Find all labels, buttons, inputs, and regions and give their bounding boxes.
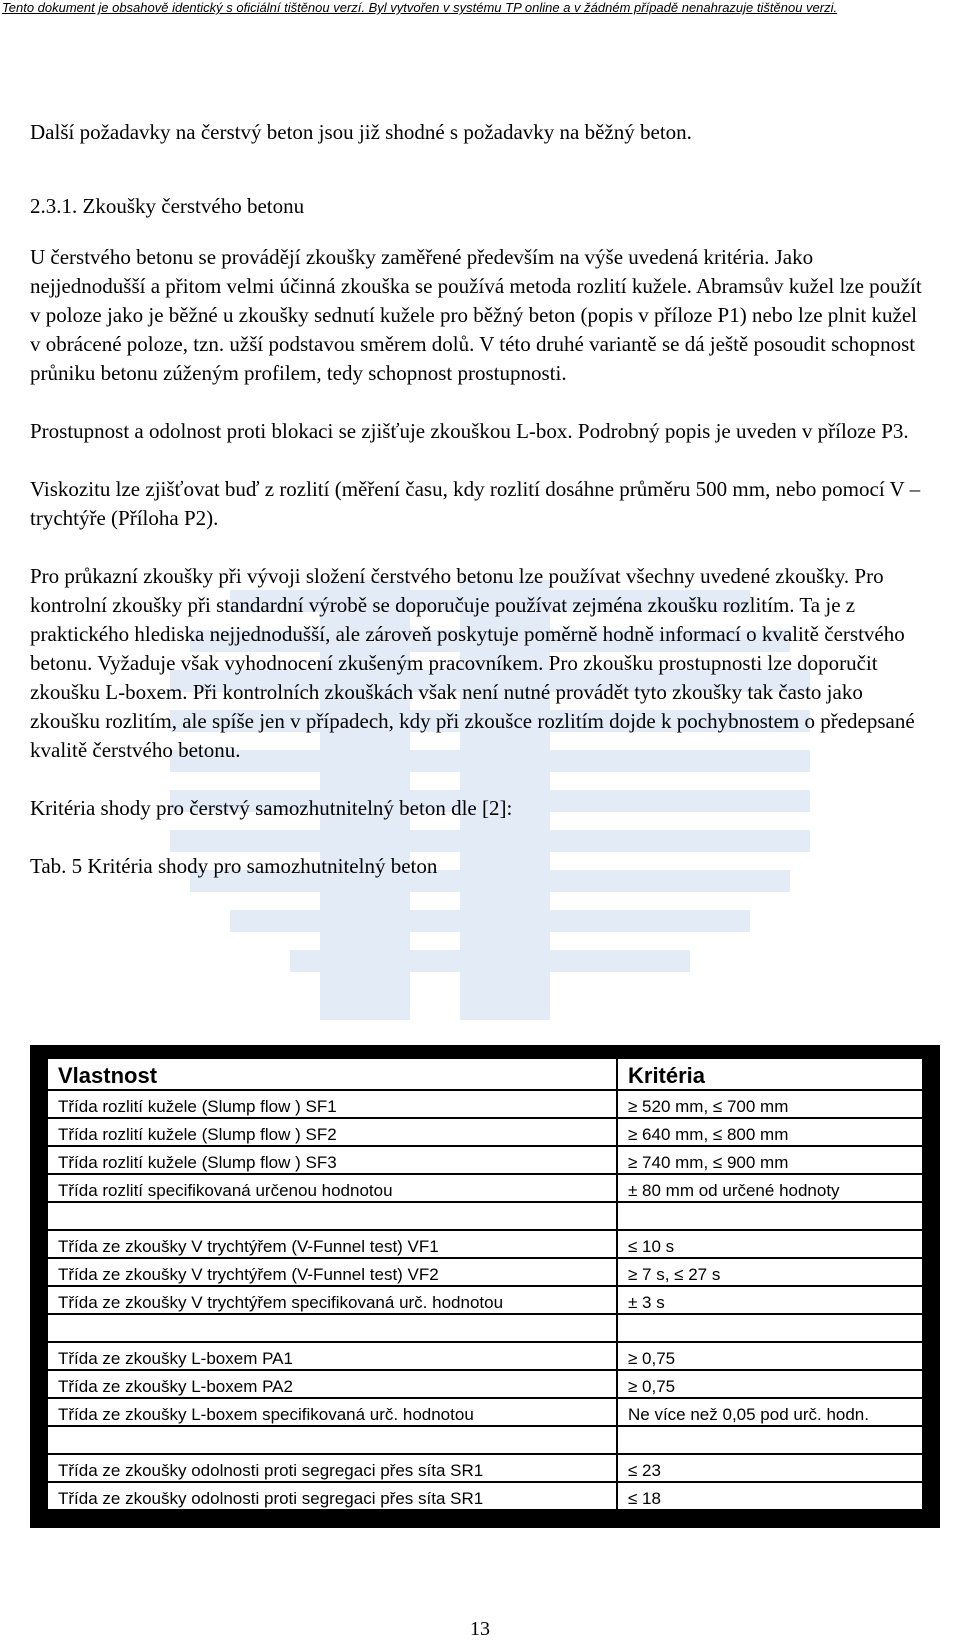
table-caption: Tab. 5 Kritéria shody pro samozhutnitelný beton <box>30 854 438 878</box>
table-row <box>47 1174 923 1202</box>
row-criteria: ≤ 18 <box>617 1482 923 1510</box>
page-body <box>30 118 930 881</box>
row-property: Třída rozlití kužele (Slump flow ) SF1 <box>47 1090 617 1118</box>
paragraph-lbox: Prostupnost a odolnost proti blokaci se zjišťuje zkouškou L-box. Podrobný popis je uveden v příloze P3. <box>30 419 909 443</box>
table-row <box>47 1286 923 1314</box>
paragraph-criteria-intro: Kritéria shody pro čerstvý samozhutnitelný beton dle [2]: <box>30 796 513 820</box>
criteria-table <box>46 1057 924 1511</box>
table-row <box>47 1482 923 1510</box>
header-property: Vlastnost <box>47 1058 617 1090</box>
row-criteria: ± 80 mm od určené hodnoty <box>617 1174 923 1202</box>
table-row <box>47 1230 923 1258</box>
row-criteria: ≤ 10 s <box>617 1230 923 1258</box>
table-row <box>47 1090 923 1118</box>
table-spacer-row <box>47 1202 923 1230</box>
row-property: Třída rozlití kužele (Slump flow ) SF3 <box>47 1146 617 1174</box>
row-property: Třída rozlití specifikovaná určenou hodnotou <box>47 1174 617 1202</box>
paragraph-intro: Další požadavky na čerstvý beton jsou již shodné s požadavky na běžný beton. <box>30 120 692 144</box>
row-criteria: ≥ 0,75 <box>617 1370 923 1398</box>
table-row <box>47 1146 923 1174</box>
row-property: Třída ze zkoušky L-boxem specifikovaná urč. hodnotou <box>47 1398 617 1426</box>
paragraph-viscosity: Viskozitu lze zjišťovat buď z rozlití (měření času, kdy rozlití dosáhne průměru 500 mm, nebo pomocí V – trychtýře (Příloha P2). <box>30 477 921 530</box>
row-property: Třída ze zkoušky V trychtýřem (V-Funnel test) VF2 <box>47 1258 617 1286</box>
header-criteria: Kritéria <box>617 1058 923 1090</box>
row-property: Třída ze zkoušky L-boxem PA1 <box>47 1342 617 1370</box>
table-row <box>47 1342 923 1370</box>
page-number: 13 <box>470 1618 490 1640</box>
row-criteria: Ne více než 0,05 pod urč. hodn. <box>617 1398 923 1426</box>
paragraph-recommendations: Pro průkazní zkoušky při vývoji složení čerstvého betonu lze používat všechny uvedené zkoušky. Pro kontrolní zkoušky při standardní výrobě se doporučuje používat zejména zkoušku rozlitím. Ta je z praktického hlediska nejjednodušší, ale zároveň poskytuje poměrně hodně informací o kvalitě čerstvého betonu. Vyžaduje však vyhodnocení zkušeným pracovníkem. Pro zkoušku prostupnosti lze doporučit zkoušku L-boxem. Při kontrolních zkouškách však není nutné provádět tyto zkoušky tak často jako zkoušku rozlitím, ale spíše jen v případech, kdy při zkoušce rozlitím dojde k pochybnostem o předepsané kvalitě čerstvého betonu. <box>30 564 915 762</box>
row-property: Třída ze zkoušky V trychtýřem (V-Funnel test) VF1 <box>47 1230 617 1258</box>
row-criteria: ≥ 520 mm, ≤ 700 mm <box>617 1090 923 1118</box>
table-row <box>47 1370 923 1398</box>
row-property: Třída ze zkoušky L-boxem PA2 <box>47 1370 617 1398</box>
table-row <box>47 1118 923 1146</box>
row-criteria: ± 3 s <box>617 1286 923 1314</box>
paragraph-tests: U čerstvého betonu se provádějí zkoušky zaměřené především na výše uvedená kritéria. Jako nejjednodušší a přitom velmi účinná zkouška se používá metoda rozlití kužele. Abramsův kužel lze použít v poloze jako je běžné u zkoušky sednutí kužele pro běžný beton (popis v příloze P1) nebo lze plnit kužel v obrácené poloze, tzn. užší podstavou směrem dolů. V této druhé variantě se dá ještě posoudit schopnost průniku betonu zúženým profilem, tedy schopnost prostupnosti. <box>30 245 922 385</box>
table-spacer-row <box>47 1426 923 1454</box>
row-property: Třída rozlití kužele (Slump flow ) SF2 <box>47 1118 617 1146</box>
section-heading: 2.3.1. Zkoušky čerstvého betonu <box>30 194 305 218</box>
row-property: Třída ze zkoušky odolnosti proti segregaci přes síta SR1 <box>47 1454 617 1482</box>
table-header-row <box>47 1058 923 1090</box>
row-property: Třída ze zkoušky odolnosti proti segregaci přes síta SR1 <box>47 1482 617 1510</box>
table-row <box>47 1258 923 1286</box>
disclaimer-banner: Tento dokument je obsahově identický s oficiální tištěnou verzí. Byl vytvořen v systému TP online a v žádném případě nenahrazuje tištěnou verzi. <box>2 0 838 15</box>
row-criteria: ≥ 640 mm, ≤ 800 mm <box>617 1118 923 1146</box>
table-row <box>47 1398 923 1426</box>
table-spacer-row <box>47 1314 923 1342</box>
row-criteria: ≥ 0,75 <box>617 1342 923 1370</box>
row-criteria: ≤ 23 <box>617 1454 923 1482</box>
row-criteria: ≥ 740 mm, ≤ 900 mm <box>617 1146 923 1174</box>
criteria-table-frame <box>30 1045 940 1528</box>
row-property: Třída ze zkoušky V trychtýřem specifikovaná urč. hodnotou <box>47 1286 617 1314</box>
table-row <box>47 1454 923 1482</box>
row-criteria: ≥ 7 s, ≤ 27 s <box>617 1258 923 1286</box>
